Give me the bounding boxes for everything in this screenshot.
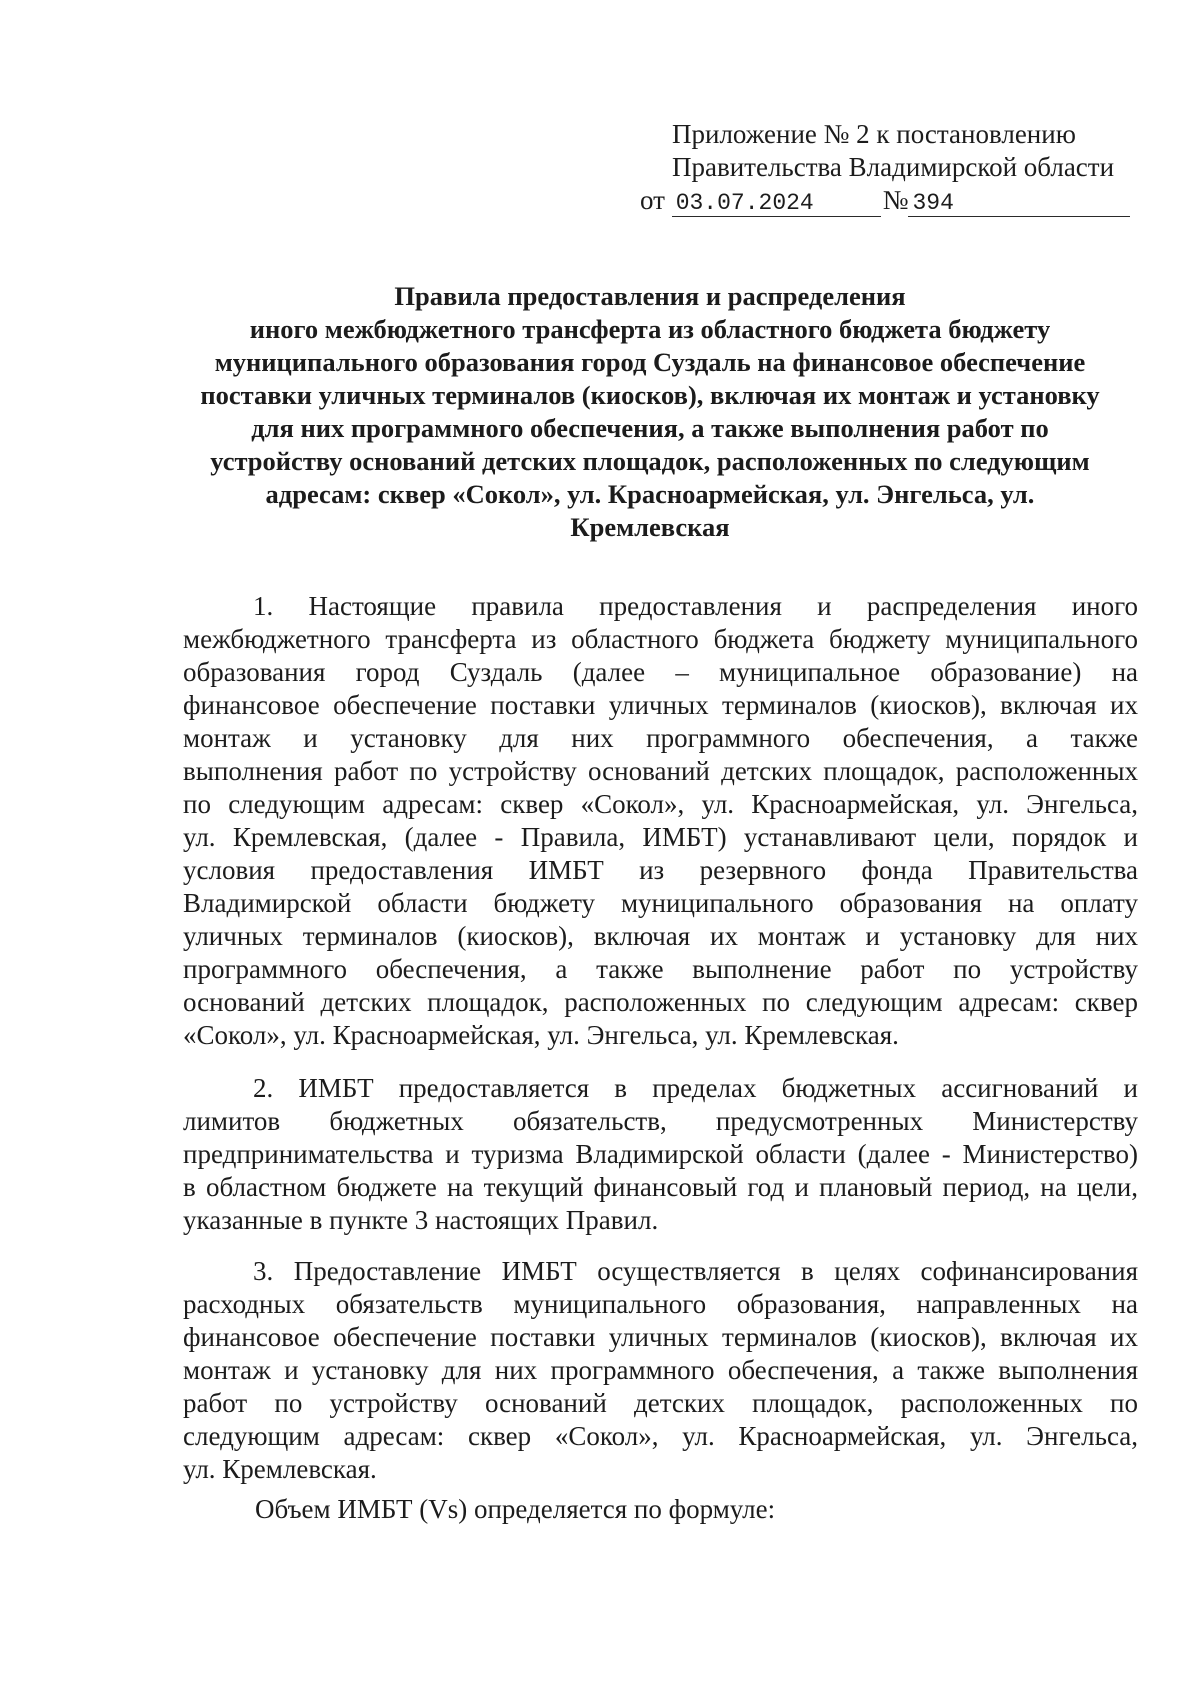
title-line: поставки уличных терминалов (киосков), включая их монтаж и установку xyxy=(200,380,1100,410)
paragraph-3 xyxy=(183,1255,1138,1486)
title-line: муниципального образования город Суздаль на финансовое обеспечение xyxy=(214,347,1086,377)
title-line: устройству оснований детских площадок, расположенных по следующим xyxy=(210,446,1090,476)
paragraph-line: ул. Кремлевская. xyxy=(183,1454,377,1484)
paragraph-line: образования город Суздаль (далее – муниципальное образование) на xyxy=(183,657,1138,687)
title-line: иного межбюджетного трансферта из областного бюджета бюджету xyxy=(249,314,1051,344)
paragraph-line: «Сокол», ул. Красноармейская, ул. Энгельса, ул. Кремлевская. xyxy=(183,1020,899,1050)
paragraph-line: программного обеспечения, а также выполнение работ по устройству xyxy=(183,954,1138,984)
title-line: Кремлевская xyxy=(570,512,730,542)
paragraph-line: по следующим адресам: сквер «Сокол», ул. Красноармейская, ул. Энгельса, xyxy=(183,789,1138,819)
paragraph-line: финансовое обеспечение поставки уличных терминалов (киосков), включая их xyxy=(183,690,1138,720)
document-title xyxy=(160,280,1140,544)
resolution-date-line xyxy=(640,184,1140,217)
paragraph-line: монтаж и установку для них программного обеспечения, а также выполнения xyxy=(183,1355,1138,1385)
title-line: адресам: сквер «Сокол», ул. Красноармейская, ул. Энгельса, ул. xyxy=(265,479,1035,509)
paragraph-line: предпринимательства и туризма Владимирской области (далее - Министерство) xyxy=(183,1139,1138,1169)
paragraph-line: условия предоставления ИМБТ из резервного фонда Правительства xyxy=(183,855,1138,885)
paragraph-line: оснований детских площадок, расположенных по следующим адресам: сквер xyxy=(183,987,1138,1017)
number-sign: № xyxy=(882,185,909,215)
paragraph-line: Объем ИМБТ (Vs) определяется по формуле: xyxy=(255,1494,776,1524)
appendix-line-1: Приложение № 2 к постановлению xyxy=(672,119,1076,149)
paragraph-2 xyxy=(183,1072,1138,1237)
paragraph-line: работ по устройству оснований детских площадок, расположенных по xyxy=(183,1388,1138,1418)
formula-intro xyxy=(183,1493,1138,1526)
title-line: для них программного обеспечения, а также выполнения работ по xyxy=(251,413,1049,443)
date-prefix: от xyxy=(640,185,665,215)
paragraph-line: финансовое обеспечение поставки уличных терминалов (киосков), включая их xyxy=(183,1322,1138,1352)
paragraph-line: уличных терминалов (киосков), включая их монтаж и установку для них xyxy=(183,921,1138,951)
paragraph-line: следующим адресам: сквер «Сокол», ул. Красноармейская, ул. Энгельса, xyxy=(183,1421,1138,1451)
paragraph-line: 1. Настоящие правила предоставления и распределения иного xyxy=(253,591,1138,621)
resolution-number: 394 xyxy=(908,190,1130,217)
resolution-date: 03.07.2024 xyxy=(672,190,881,217)
paragraph-line: межбюджетного трансферта из областного бюджета бюджету муниципального xyxy=(183,624,1138,654)
paragraph-line: 2. ИМБТ предоставляется в пределах бюджетных ассигнований и xyxy=(253,1073,1138,1103)
paragraph-1 xyxy=(183,590,1138,1052)
paragraph-line: лимитов бюджетных обязательств, предусмотренных Министерству xyxy=(183,1106,1138,1136)
paragraph-line: расходных обязательств муниципального образования, направленных на xyxy=(183,1289,1138,1319)
paragraph-line: выполнения работ по устройству оснований детских площадок, расположенных xyxy=(183,756,1138,786)
title-line: Правила предоставления и распределения xyxy=(394,281,906,311)
paragraph-line: монтаж и установку для них программного обеспечения, а также xyxy=(183,723,1138,753)
paragraph-line: ул. Кремлевская, (далее - Правила, ИМБТ) устанавливают цели, порядок и xyxy=(183,822,1138,852)
paragraph-line: Владимирской области бюджету муниципального образования на оплату xyxy=(183,888,1138,918)
appendix-line-2: Правительства Владимирской области xyxy=(672,152,1115,182)
paragraph-line: 3. Предоставление ИМБТ осуществляется в целях софинансирования xyxy=(253,1256,1138,1286)
paragraph-line: в областном бюджете на текущий финансовый год и плановый период, на цели, xyxy=(183,1172,1138,1202)
paragraph-line: указанные в пункте 3 настоящих Правил. xyxy=(183,1205,659,1235)
appendix-header xyxy=(672,118,1142,184)
